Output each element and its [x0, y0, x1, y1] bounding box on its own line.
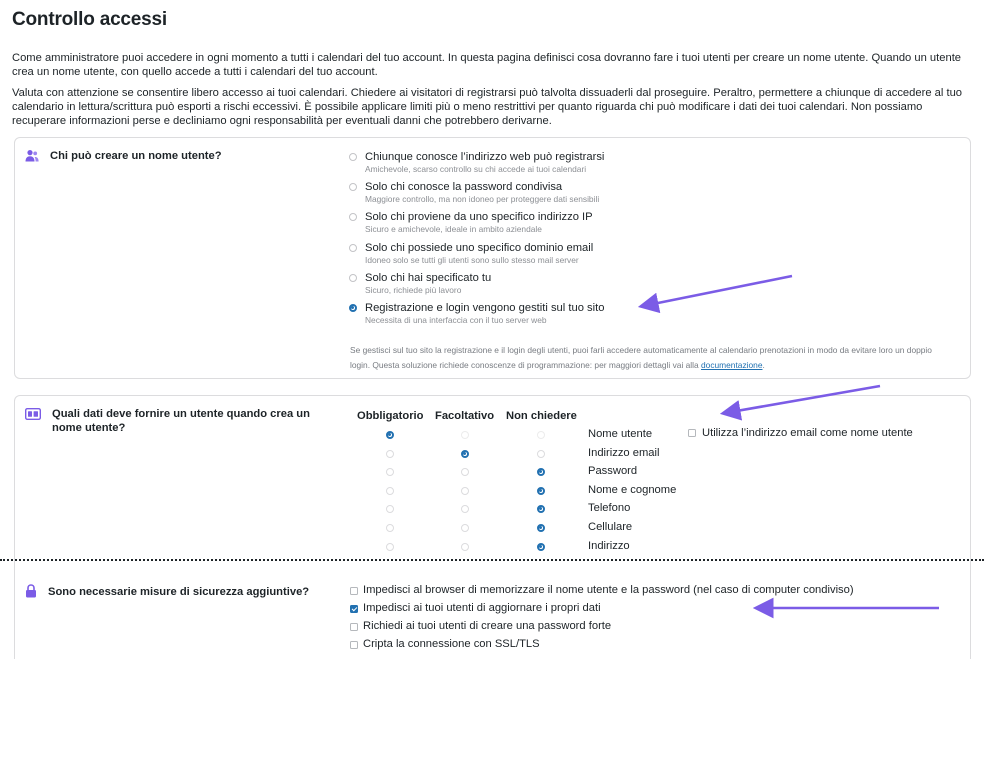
- security-option-checkbox[interactable]: [350, 641, 358, 649]
- field-label: Telefono: [588, 502, 631, 514]
- security-heading: [25, 585, 309, 599]
- field-requirement-radio[interactable]: [461, 431, 469, 439]
- field-requirement-radio[interactable]: [537, 450, 545, 458]
- page-title: Controllo accessi: [12, 9, 167, 30]
- security-option-label: Impedisci ai tuoi utenti di aggiornare i propri dati: [363, 602, 601, 614]
- field-requirement-radio[interactable]: [386, 505, 394, 513]
- field-requirement-radio[interactable]: [461, 505, 469, 513]
- field-requirement-radio[interactable]: [386, 524, 394, 532]
- field-requirement-radio[interactable]: [461, 524, 469, 532]
- field-requirement-radio[interactable]: [537, 468, 545, 476]
- user-data-heading: [25, 407, 315, 435]
- documentation-link[interactable]: documentazione: [701, 359, 763, 370]
- login-integration-note: Se gestisci sul tuo sito la registrazione e il login degli utenti, puoi farli accedere automaticamente al calendario prenotazioni in modo da evitare loro un doppio login. Questa soluzione richiede conoscenze di programmazione: per maggiori dettagli vai alla documentazione.: [350, 345, 932, 370]
- field-requirement-radio[interactable]: [386, 468, 394, 476]
- field-requirement-radio[interactable]: [386, 431, 394, 439]
- security-option-checkbox[interactable]: [350, 623, 358, 631]
- who-can-register-heading: [25, 149, 222, 163]
- field-requirement-radio[interactable]: [537, 487, 545, 495]
- intro-paragraph-1: Come amministratore puoi accedere in ogni momento a tutti i calendari del tuo account. In questa pagina definisci cosa dovranno fare i tuoi utenti per creare un nome utente. Quando un utente crea un nome utente, con quello accede a tutti i calendari del tuo account.: [12, 52, 962, 78]
- field-label: Indirizzo: [588, 540, 630, 552]
- field-requirement-radio[interactable]: [537, 524, 545, 532]
- field-label: Cellulare: [588, 521, 633, 533]
- security-option-checkbox[interactable]: [350, 587, 358, 595]
- who-option-label: Solo chi conosce la password condivisa: [365, 181, 563, 193]
- field-label: Nome e cognome: [588, 484, 677, 496]
- cut-divider: [0, 559, 984, 561]
- who-option-description: Necessita di una interfaccia con il tuo server web: [365, 315, 547, 325]
- field-requirement-radio[interactable]: [461, 487, 469, 495]
- field-requirement-radio[interactable]: [537, 505, 545, 513]
- id-card-icon: [25, 408, 41, 420]
- who-can-register-title: Chi può creare un nome utente?: [50, 150, 222, 162]
- who-option-label: Chiunque conosce l’indirizzo web può registrarsi: [365, 151, 605, 163]
- who-option-label: Registrazione e login vengono gestiti sul tuo sito: [365, 302, 605, 314]
- intro-paragraph-2: Valuta con attenzione se consentire libero accesso ai tuoi calendari. Chiedere ai visitatori di registrarsi può talvolta dissuaderli dal proseguire. Peraltro, permettere a chiunque di accedere al tuo calendario in lettura/scrittura può esporti a rischi eccessivi. È possibile applicare limiti più o meno restrittivi per quanto riguarda chi può modificare i dati dei tuoi calendari. Non possiamo recuperare informazioni perse e decliniamo ogni responsabilità per eventuali danni che potrebbero derivarne.: [12, 87, 963, 127]
- field-requirement-radio[interactable]: [386, 487, 394, 495]
- field-label: Password: [588, 465, 638, 477]
- column-optional: Facoltativo: [435, 410, 495, 422]
- field-label: Nome utente: [588, 428, 653, 440]
- field-requirement-radio[interactable]: [386, 543, 394, 551]
- users-icon: [25, 149, 39, 163]
- field-requirement-radio[interactable]: [461, 543, 469, 551]
- email-as-username-checkbox[interactable]: [688, 429, 696, 437]
- column-do-not-ask: Non chiedere: [506, 410, 577, 422]
- lock-icon: [25, 584, 37, 598]
- who-option-radio[interactable]: [349, 304, 357, 312]
- who-option-radio[interactable]: [349, 153, 357, 161]
- who-option-description: Maggiore controllo, ma non idoneo per proteggere dati sensibili: [365, 194, 600, 204]
- field-requirement-radio[interactable]: [461, 450, 469, 458]
- security-option-label: Richiedi ai tuoi utenti di creare una password forte: [363, 620, 612, 632]
- who-option-radio[interactable]: [349, 274, 357, 282]
- who-option-description: Amichevole, scarso controllo su chi accede ai tuoi calendari: [365, 164, 587, 174]
- who-option-radio[interactable]: [349, 244, 357, 252]
- who-option-label: Solo chi hai specificato tu: [365, 272, 492, 284]
- who-option-radio[interactable]: [349, 183, 357, 191]
- security-option-label: Impedisci al browser di memorizzare il nome utente e la password (nel caso di computer condiviso): [363, 584, 854, 596]
- field-requirement-radio[interactable]: [537, 431, 545, 439]
- security-option-label: Cripta la connessione con SSL/TLS: [363, 638, 540, 650]
- field-requirement-radio[interactable]: [537, 543, 545, 551]
- email-as-username-label: Utilizza l’indirizzo email come nome utente: [702, 427, 913, 439]
- field-requirement-radio[interactable]: [386, 450, 394, 458]
- field-requirement-radio[interactable]: [461, 468, 469, 476]
- who-option-description: Idoneo solo se tutti gli utenti sono sullo stesso mail server: [365, 255, 579, 265]
- who-option-radio[interactable]: [349, 213, 357, 221]
- security-title: Sono necessarie misure di sicurezza aggiuntive?: [48, 586, 310, 598]
- user-data-title: Quali dati deve fornire un utente quando crea un nome utente?: [52, 408, 310, 434]
- who-option-label: Solo chi proviene da uno specifico indirizzo IP: [365, 211, 593, 223]
- field-label: Indirizzo email: [588, 447, 660, 459]
- security-option-checkbox[interactable]: [350, 605, 358, 613]
- who-option-label: Solo chi possiede uno specifico dominio email: [365, 242, 594, 254]
- column-required: Obbligatorio: [357, 410, 424, 422]
- who-option-description: Sicuro e amichevole, ideale in ambito aziendale: [365, 224, 542, 234]
- who-option-description: Sicuro, richiede più lavoro: [365, 285, 462, 295]
